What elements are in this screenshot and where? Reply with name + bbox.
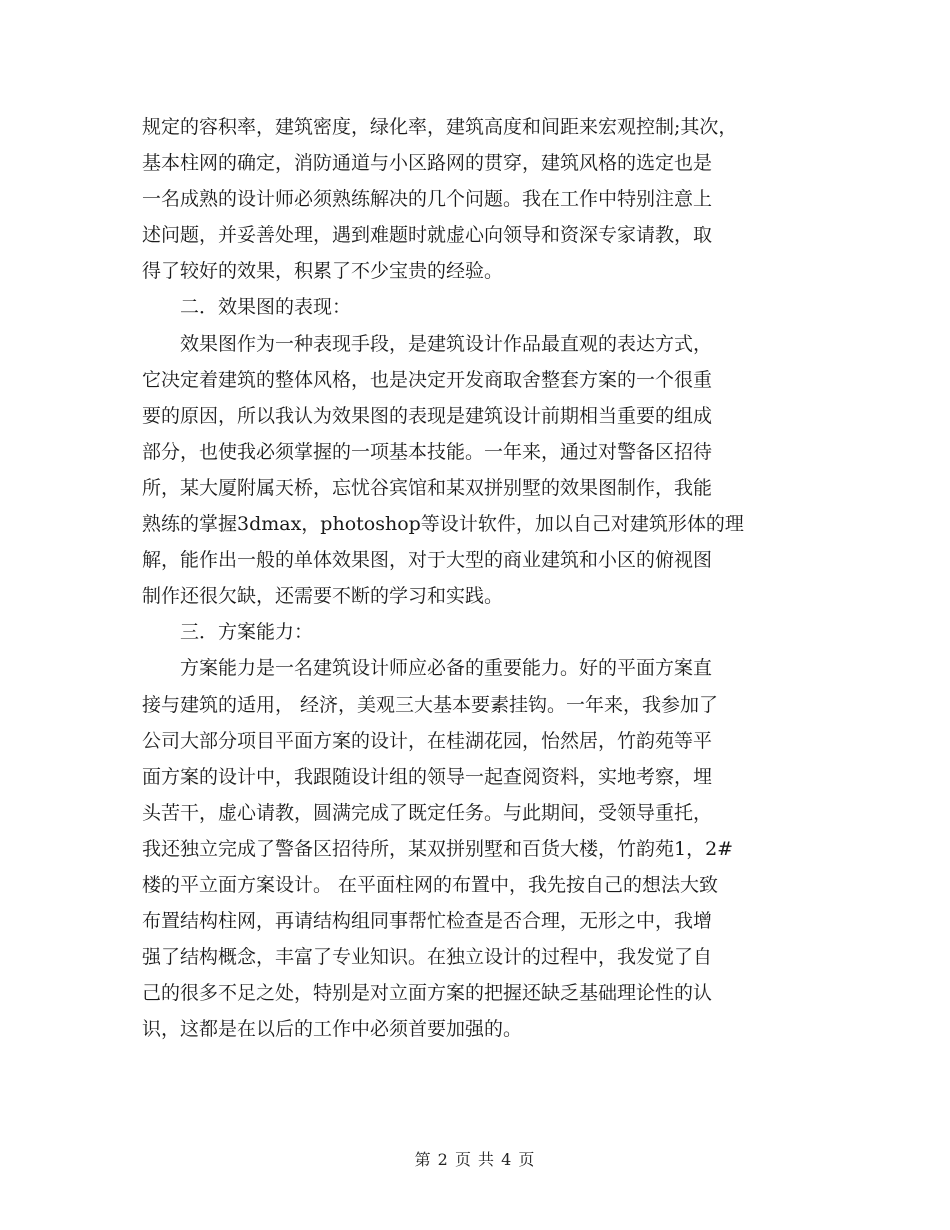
text-line: 解，能作出一般的单体效果图，对于大型的商业建筑和小区的俯视图 [142,549,713,572]
body-text [142,109,808,1047]
section-heading: 二．效果图的表现： [142,296,352,319]
text-line: 接与建筑的适用， 经济，美观三大基本要素挂钩。一年来，我参加了 [142,693,719,716]
text-line: 一名成熟的设计师必须熟练解决的几个问题。我在工作中特别注意上 [142,188,713,211]
text-line: 述问题，并妥善处理，遇到难题时就虚心向领导和资深专家请教，取 [142,224,713,247]
text-line: 要的原因，所以我认为效果图的表现是建筑设计前期相当重要的组成 [142,404,713,427]
text-line: 熟练的掌握3dmax，photoshop等设计软件，加以自己对建筑形体的理 [142,513,744,536]
text-line: 公司大部分项目平面方案的设计，在桂湖花园，怡然居，竹韵苑等平 [142,729,713,752]
text-line: 强了结构概念，丰富了专业知识。在独立设计的过程中，我发觉了自 [142,946,713,969]
text-line: 基本柱网的确定，消防通道与小区路网的贯穿，建筑风格的选定也是 [142,152,713,175]
text-line: 楼的平立面方案设计。 在平面柱网的布置中，我先按自己的想法大致 [142,873,719,896]
text-line: 所，某大厦附属天桥，忘忧谷宾馆和某双拼别墅的效果图制作，我能 [142,476,713,499]
section-heading: 三．方案能力： [142,621,314,644]
text-line: 规定的容积率，建筑密度，绿化率，建筑高度和间距来宏观控制;其次， [142,116,738,138]
text-line: 我还独立完成了警备区招待所，某双拼别墅和百货大楼，竹韵苑1，2# [142,837,734,860]
text-line: 布置结构柱网，再请结构组同事帮忙检查是否合理，无形之中，我增 [142,910,713,933]
text-line: 面方案的设计中，我跟随设计组的领导一起查阅资料，实地考察，埋 [142,765,713,788]
text-line: 它决定着建筑的整体风格，也是决定开发商取舍整套方案的一个很重 [142,368,713,391]
text-line: 己的很多不足之处，特别是对立面方案的把握还缺乏基础理论性的认 [142,982,713,1005]
text-line: 制作还很欠缺，还需要不断的学习和实践。 [142,585,504,608]
text-line: 识，这都是在以后的工作中必须首要加强的。 [142,1018,523,1041]
text-line: 得了较好的效果，积累了不少宝贵的经验。 [142,260,504,283]
page-number-footer: 第 2 页 共 4 页 [414,1150,536,1169]
text-line: 部分，也使我必须掌握的一项基本技能。一年来，通过对警备区招待 [142,440,713,463]
text-line: 方案能力是一名建筑设计师应必备的重要能力。好的平面方案直 [142,657,713,680]
text-line: 效果图作为一种表现手段，是建筑设计作品最直观的表达方式， [142,332,713,355]
text-line: 头苦干，虚心请教，圆满完成了既定任务。与此期间，受领导重托， [142,801,713,824]
